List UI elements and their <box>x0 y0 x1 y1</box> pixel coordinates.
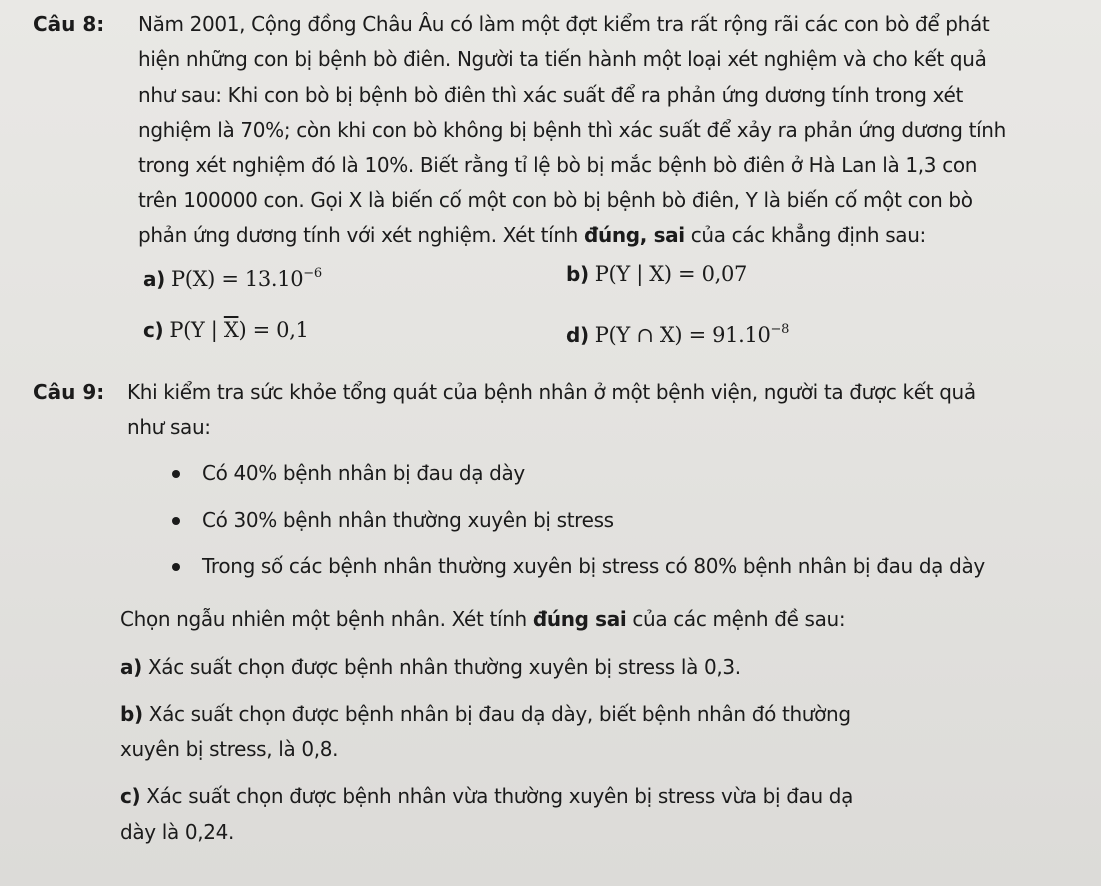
q9-statement-a-label: a) <box>120 655 142 679</box>
q8-option-a-formula: P(X) = 13.10 <box>170 267 304 291</box>
q8-option-a-label: a) <box>143 267 165 291</box>
q9-bullet-2: Có 30% bệnh nhân thường xuyên bị stress <box>202 508 614 532</box>
bullet-dot <box>172 470 180 478</box>
q8-option-b <box>566 262 747 286</box>
q9-statement-b-label: b) <box>120 702 143 726</box>
q9-line-1: Khi kiểm tra sức khỏe tổng quát của bệnh nhân ở một bệnh viện, người ta được kết quả <box>127 380 976 404</box>
q9-prompt-bold: đúng sai <box>532 607 627 631</box>
q8-option-c-formula-post: ) = 0,1 <box>238 318 309 342</box>
q8-option-d <box>566 318 789 347</box>
q8-line-3: như sau: Khi con bò bị bệnh bò điên thì xác suất để ra phản ứng dương tính trong xét <box>138 83 963 107</box>
q9-statement-c-cont: dày là 0,24. <box>120 820 235 844</box>
q8-prompt-pre: phản ứng dương tính với xét nghiệm. Xét tính <box>138 223 584 247</box>
q8-option-b-formula: P(Y | X) = 0,07 <box>594 262 747 286</box>
q8-line-4: nghiệm là 70%; còn khi con bò không bị bệnh thì xác suất để xảy ra phản ứng dương tính <box>138 118 1006 142</box>
q8-option-c-complement: $\overline{X}$ <box>223 318 239 342</box>
q8-option-d-label: d) <box>566 323 589 347</box>
q9-statement-b-cont: xuyên bị stress, là 0,8. <box>120 737 339 761</box>
q9-statement-c-text: Xác suất chọn được bệnh nhân vừa thường xuyên bị stress vừa bị đau dạ <box>140 784 854 808</box>
q8-option-c-formula-pre: P(Y | <box>169 318 224 342</box>
q8-option-d-formula: P(Y ∩ X) = 91.10 <box>594 323 771 347</box>
q8-label: Câu 8: <box>33 12 105 36</box>
q9-line-2: như sau: <box>127 415 211 439</box>
q9-statement-c <box>120 784 853 808</box>
q9-bullet-1: Có 40% bệnh nhân bị đau dạ dày <box>202 461 525 485</box>
q8-option-a <box>143 262 322 291</box>
q8-line-5: trong xét nghiệm đó là 10%. Biết rằng tỉ lệ bò bị mắc bệnh bò điên ở Hà Lan là 1,3 con <box>138 153 978 177</box>
q9-prompt-post: của các mệnh đề sau: <box>626 607 846 631</box>
q9-statement-b-text: Xác suất chọn được bệnh nhân bị đau dạ dày, biết bệnh nhân đó thường <box>142 702 851 726</box>
bullet-dot <box>172 563 180 571</box>
bullet-dot <box>172 517 180 525</box>
q9-label: Câu 9: <box>33 380 105 404</box>
q9-bullet-3: Trong số các bệnh nhân thường xuyên bị stress có 80% bệnh nhân bị đau dạ dày <box>202 554 985 578</box>
q8-line-6: trên 100000 con. Gọi X là biến cố một con bò bị bệnh bò điên, Y là biến cố một con bò <box>138 188 973 212</box>
q8-line-7 <box>138 223 926 247</box>
q8-prompt-post: của các khẳng định sau: <box>684 223 926 247</box>
q8-option-a-exponent: −6 <box>303 266 322 281</box>
q9-statement-c-label: c) <box>120 784 141 808</box>
q8-option-b-label: b) <box>566 262 589 286</box>
q9-statement-a-text: Xác suất chọn được bệnh nhân thường xuyên bị stress là 0,3. <box>141 655 741 679</box>
q9-statement-b <box>120 702 851 726</box>
q9-prompt <box>120 607 845 631</box>
q9-prompt-pre: Chọn ngẫu nhiên một bệnh nhân. Xét tính <box>120 607 533 631</box>
q8-prompt-bold: đúng, sai <box>584 223 685 247</box>
q8-line-1: Năm 2001, Cộng đồng Châu Âu có làm một đợt kiểm tra rất rộng rãi các con bò để phát <box>138 12 990 36</box>
q8-option-c-label: c) <box>143 318 164 342</box>
q8-option-c <box>143 318 309 342</box>
q8-line-2: hiện những con bị bệnh bò điên. Người ta tiến hành một loại xét nghiệm và cho kết quả <box>138 47 987 71</box>
q8-option-d-exponent: −8 <box>770 322 789 337</box>
q9-statement-a <box>120 655 741 679</box>
